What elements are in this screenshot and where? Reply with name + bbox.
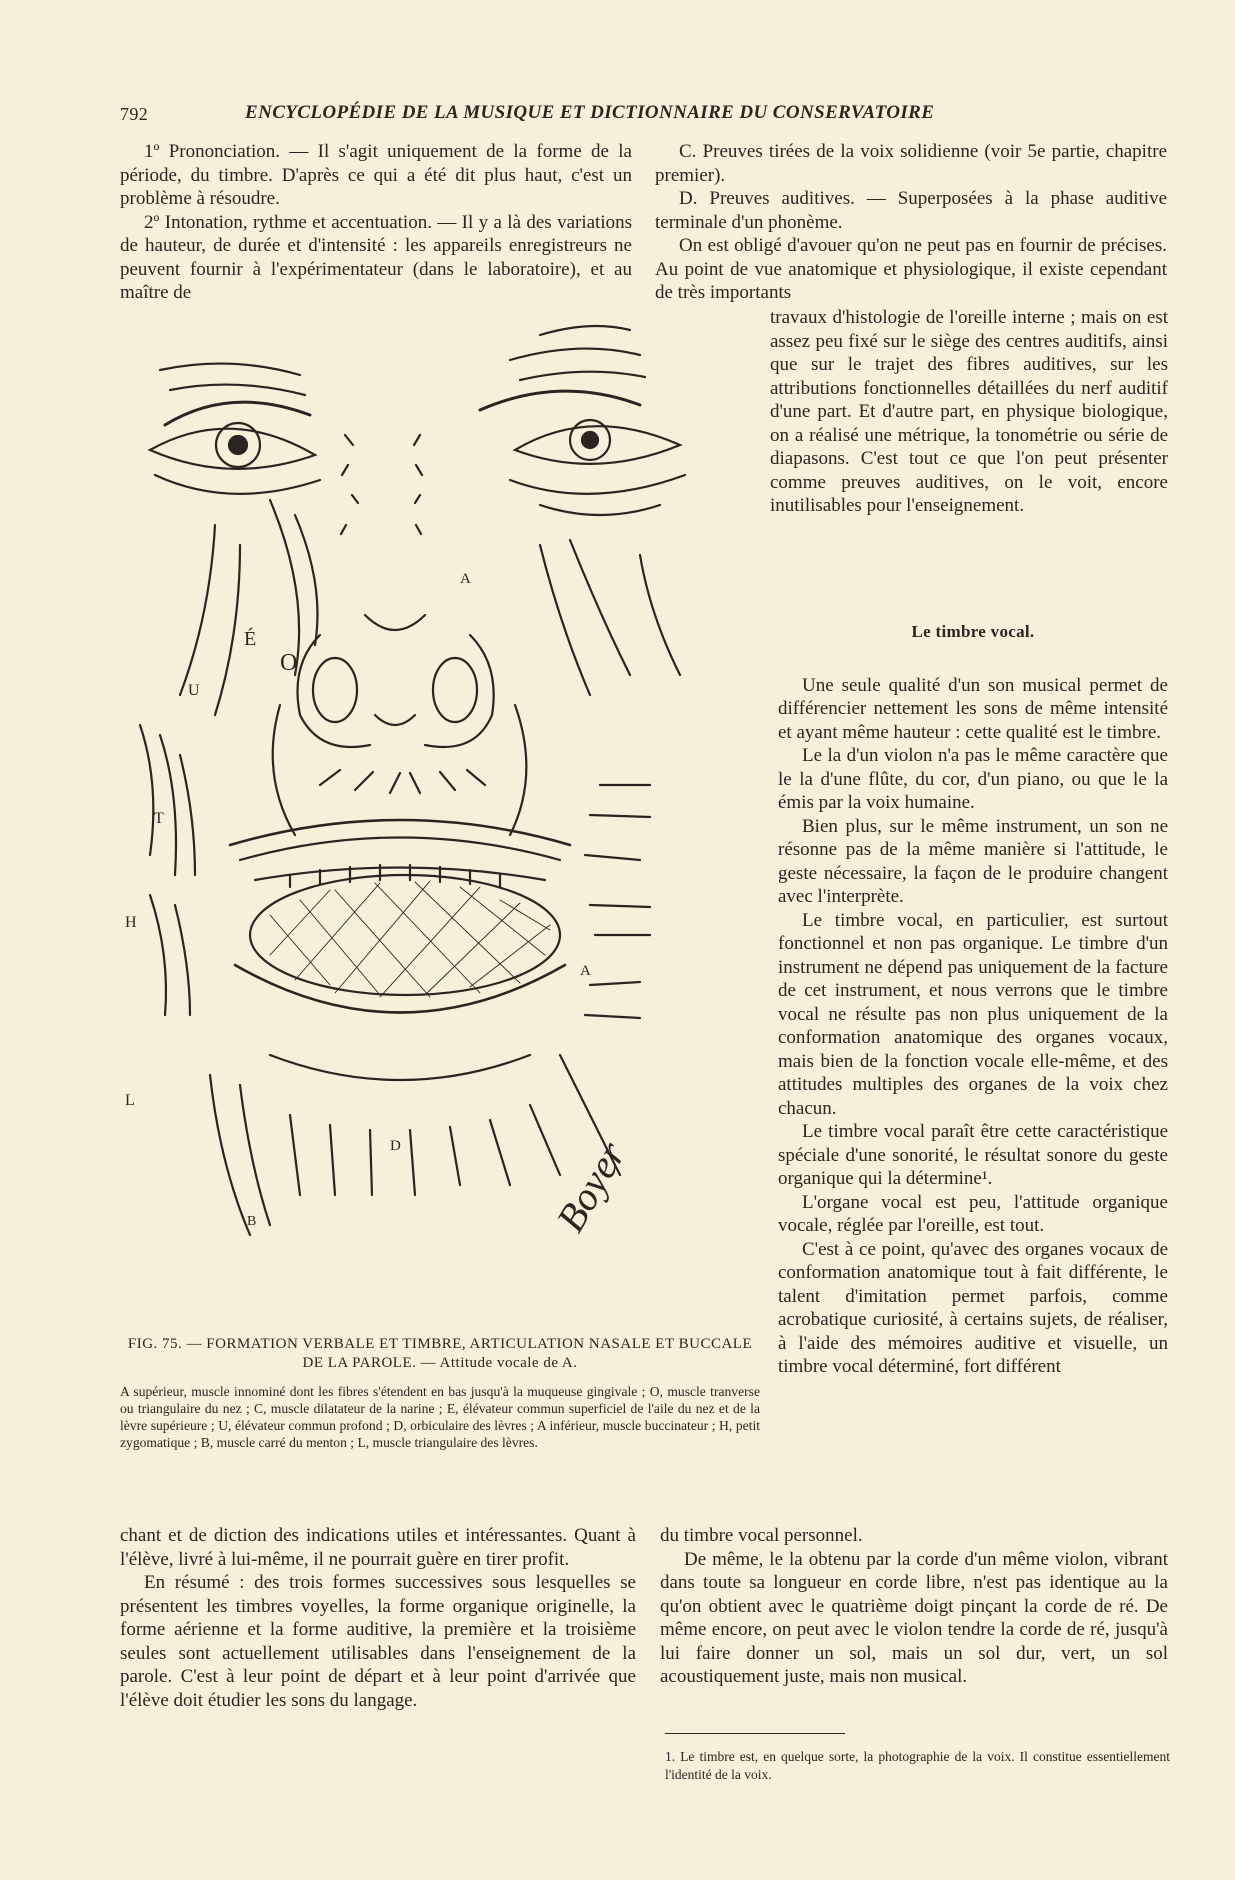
nostril-right xyxy=(433,658,477,722)
paragraph-prononciation: 1º Prononciation. — Il s'agit uniquement de la forme de la période, du timbre. D'après ce qui a été dit plus haut, c'est un problème à résoudre. xyxy=(120,141,632,209)
nose-bridge-right xyxy=(414,435,422,534)
paragraph-preuves-voix: C. Preuves tirées de la voix solidienne (voir 5e partie, chapitre premier). xyxy=(655,141,1167,186)
left-column-bottom xyxy=(120,1524,636,1712)
label-t: T xyxy=(154,810,164,827)
paragraph-preuves-auditives: D. Preuves auditives. — Superposées à la phase auditive terminale d'un phonème. xyxy=(655,188,1167,233)
label-l: L xyxy=(125,1092,135,1109)
label-d: D xyxy=(390,1138,401,1154)
cheek-muscle-left-4 xyxy=(215,545,240,715)
paragraph-qualite: Une seule qualité d'un son musical permet de différencier nettement les sons de même intensité et ayant même hauteur : cette qualité est le timbre. xyxy=(778,674,1168,743)
paragraph-intonation: 2º Intonation, rythme et accentuation. — Il y a là des variations de hauteur, de durée et d'intensité : les appareils enregistreurs ne peuvent fournir à l'expérimentateur (dans le laboratoire), et au maître de xyxy=(120,211,632,303)
cheek-muscle-left-3 xyxy=(180,525,215,695)
running-header xyxy=(120,100,1170,130)
label-b: B xyxy=(247,1214,257,1229)
right-column-top xyxy=(655,140,1167,305)
paragraph-caracteristique: Le timbre vocal paraît être cette caractéristique spéciale d'une sonorité, le résultat sonore du geste organique qui la détermine¹. xyxy=(778,1121,1168,1189)
paragraph-violon: Le la d'un violon n'a pas le même caractère que le la d'une flûte, du cor, d'un piano, ou que le la émis par la voix humaine. xyxy=(778,745,1168,813)
caption-title: FIG. 75. — FORMATION VERBALE ET TIMBRE, ARTICULATION NASALE ET BUCCALE DE LA PAROLE. — Attitude vocale de A. xyxy=(127,1336,753,1371)
brow-right xyxy=(480,391,640,410)
nostril-wing-left xyxy=(298,635,371,747)
cheek-muscle-right-2 xyxy=(570,540,630,675)
under-eye-left xyxy=(155,475,320,494)
paragraph-chant: chant et de diction des indications utiles et intéressantes. Quant à l'élève, livré à lui-même, il ne pourrait guère en tirer profit. xyxy=(120,1525,636,1570)
upper-lip xyxy=(230,820,570,845)
right-column-main xyxy=(778,620,1168,1379)
paragraph-fonctionnel: Le timbre vocal, en particulier, est surtout fonctionnel et non pas organique. Le timbre d'un instrument ne dépend pas uniquement de la facture de cet instrument, et nous verrons que le timbre vocal ne résulte pas non plus uniquement de la conformation anatomique des organes vocaux, mais bien de la fonction vocale elle-même, et des attitudes multiples des organes de la voix chez chacun. xyxy=(778,909,1168,1119)
paragraph-personnel: du timbre vocal personnel. xyxy=(660,1525,863,1546)
face-anatomy-figure xyxy=(120,315,760,1335)
under-eye-right xyxy=(510,475,685,494)
nose-tip xyxy=(365,615,425,630)
cheek-right-strokes xyxy=(585,785,650,1018)
running-title: ENCYCLOPÉDIE DE LA MUSIQUE ET DICTIONNAIRE DU CONSERVATOIRE xyxy=(245,102,935,123)
label-o: O xyxy=(280,650,298,676)
iris-left xyxy=(229,436,247,454)
caption-legend: A supérieur, muscle innominé dont les fibres s'étendent en bas jusqu'à la muqueuse gingivale ; O, muscle tranverse ou triangulaire du nez ; C, muscle dilatateur de la narine ; E, élévateur commun superficiel de l'aile du nez et de la lèvre supérieure ; U, élévateur commun profond ; D, orbiculaire des lèvres ; A inférieur, muscle buccinateur ; H, petit zygomatique ; B, muscle carré du menton ; L, muscle triangulaire des lèvres. xyxy=(120,1384,760,1450)
paragraph-histologie: travaux d'histologie de l'oreille interne ; mais on est assez peu fixé sur le siège des centres auditifs, ainsi que sur le trajet des fibres auditives, sur les attributions fonctionnelles détaillées du nerf auditif d'une part. Et d'autre part, en physique biologique, on a réalisé une métrique, la tonométrie ou série de diapasons. C'est tout ce que l'on peut présenter comme preuves auditives, on le voit, encore inutilisables pour l'enseignement. xyxy=(770,307,1168,516)
nose-bridge-left xyxy=(341,435,358,534)
footnote-rule xyxy=(665,1733,845,1734)
chin-fold xyxy=(270,1055,530,1080)
paragraph-instrument: Bien plus, sur le même instrument, un son ne résonne pas de la même manière si l'attitude, le geste nécessaire, la façon de le produire changent avec l'interprète. xyxy=(778,815,1168,907)
cheek-muscle-right-3 xyxy=(640,555,680,675)
paragraph-de-meme: De même, le la obtenu par la corde d'un même violon, vibrant dans toute sa longueur en corde libre, n'est pas identique au la qu'on obtient avec le quatrième doigt pinçant la corde de ré. De même encore, on peut avec le violon tendre la corde de ré, jusqu'à lui faire donner un sol, mais un sol dur, vert, un sol acoustiquement juste, mais non musical. xyxy=(660,1548,1168,1687)
forehead-line-right-1 xyxy=(540,326,630,335)
section-heading: Le timbre vocal. xyxy=(911,622,1035,641)
upper-lip-strokes xyxy=(320,770,485,793)
chin-strokes xyxy=(210,1075,560,1235)
nostril-wing-right xyxy=(425,635,494,747)
teeth-line xyxy=(255,868,545,881)
page-number: 792 xyxy=(120,104,149,124)
forehead-line-right-3 xyxy=(520,372,645,380)
label-h: H xyxy=(125,914,137,931)
nasolabial-right xyxy=(510,705,526,835)
label-u: U xyxy=(188,682,200,699)
nasolabial-left xyxy=(273,705,295,835)
upper-lip-inner xyxy=(240,838,560,861)
nostril-left xyxy=(313,658,357,722)
cheek-fold-right xyxy=(540,505,660,515)
footnote: 1. Le timbre est, en quelque sorte, la photographie de la voix. Il constitue essentiellement l'identité de la voix. xyxy=(665,1749,1170,1782)
paragraph-imitation: C'est à ce point, qu'avec des organes vocaux de conformation anatomique tout à fait différente, le talent d'imitation permet parfois, comme acrobatique curiosité, à certains sujets, de réaliser, à l'aide des mémoires auditive et visuelle, un timbre vocal déterminé, fort différent xyxy=(778,1238,1168,1377)
label-a-right: A xyxy=(580,963,591,979)
cheek-left-strokes xyxy=(140,725,195,875)
forehead-line-right-2 xyxy=(510,349,640,360)
label-e: É xyxy=(244,628,257,650)
forehead-line-left-1 xyxy=(160,364,300,375)
artist-signature: Boyer xyxy=(547,1133,635,1240)
forehead-line-left-2 xyxy=(170,385,305,395)
label-a-top: A xyxy=(460,571,471,587)
paragraph-organe: L'organe vocal est peu, l'attitude organique vocale, réglée par l'oreille, est tout. xyxy=(778,1191,1168,1236)
right-column-bottom xyxy=(660,1524,1168,1689)
cheek-muscle-right-1 xyxy=(540,545,590,695)
brow-left xyxy=(165,402,310,425)
right-column-wrap xyxy=(770,306,1168,518)
cheek-muscle-left-1 xyxy=(270,500,299,675)
columella xyxy=(375,715,415,725)
jaw-left-strokes xyxy=(150,895,190,1015)
iris-right xyxy=(582,432,598,448)
figure-caption xyxy=(120,1335,760,1451)
paragraph-oblige: On est obligé d'avouer qu'on ne peut pas en fournir de précises. Au point de vue anatomique et physiologique, il existe cependant de très importants xyxy=(655,235,1167,303)
left-column-top xyxy=(120,140,632,305)
paragraph-resume: En résumé : des trois formes successives sous lesquelles se présentent les timbres voyelles, la forme organique originelle, la forme aérienne et la forme auditive, la première et la troisième seules sont actuellement utilisables dans l'enseignement de la parole. C'est à leur point de départ et à leur point d'arrivée que l'élève doit étudier les sons du langage. xyxy=(120,1572,636,1711)
